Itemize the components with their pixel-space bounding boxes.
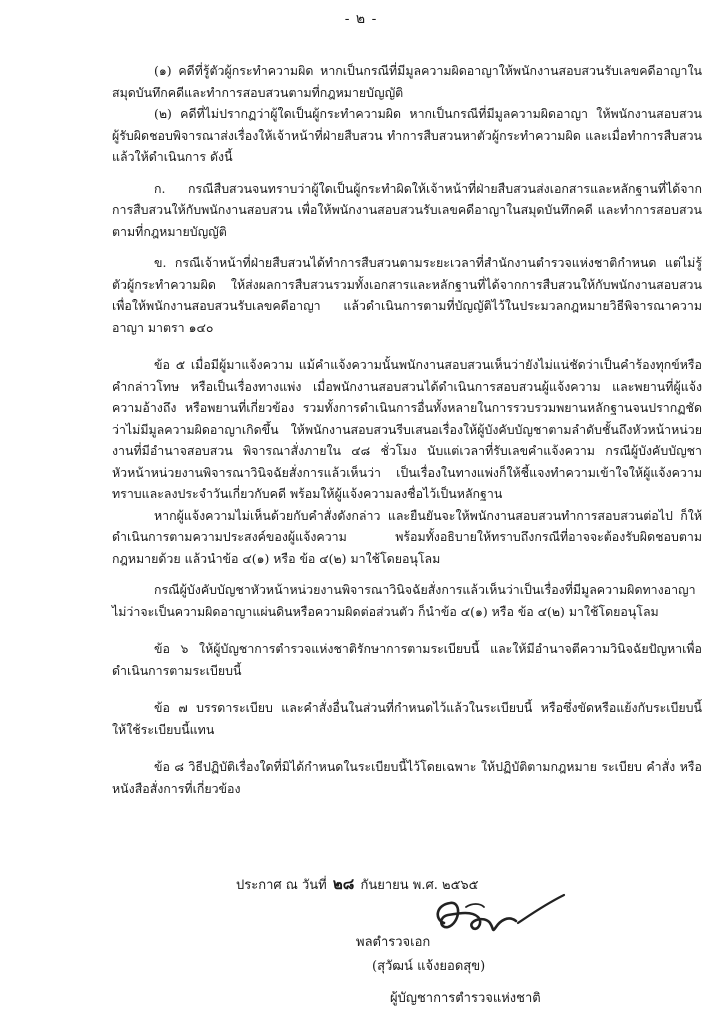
paragraph-2: (๒) คดีที่ไม่ปรากฏว่าผู้ใดเป็นผู้กระทำความผิด หากเป็นกรณีที่มีมูลความผิดอาญา ให้พนักงานสอบสวนผู้รับผิดชอบพิจารณาส่งเรื่องให้เจ้าหน้าที่ฝ่ายสืบสวน ทำการสืบสวนหาตัวผู้กระทำความผิด และเมื่อทำการสืบสวนแล้วให้ดำเนินการ ดังนี้: [112, 106, 702, 164]
paragraph-10: ข้อ ๘ วิธีปฏิบัติเรื่องใดที่มิได้กำหนดในระเบียบนี้ไว้โดยเฉพาะ ให้ปฏิบัติตามกฎหมาย ระเบียบ คำสั่ง หรือหนังสือสั่งการที่เกี่ยวข้อง: [112, 759, 702, 796]
paragraph-7: กรณีผู้บังคับบัญชาหัวหน้าหน่วยงานพิจารณาวินิจฉัยสั่งการแล้วเห็นว่าเป็นเรื่องที่มีมูลความผิดทางอาญา ไม่ว่าจะเป็นความผิดอาญาแผ่นดินหรือความผิดต่อส่วนตัว ก็นำข้อ ๔(๑) หรือ ข้อ ๔(๒) มาใช้โดยอนุโลม: [112, 582, 696, 619]
paragraph-5: ข้อ ๕ เมื่อมีผู้มาแจ้งความ แม้คำแจ้งความนั้นพนักงานสอบสวนเห็นว่ายังไม่แน่ชัดว่าเป็นคำร้องทุกข์หรือคำกล่าวโทษ หรือเป็นเรื่องทางแพ่ง เมื่อพนักงานสอบสวนได้ดำเนินการสอบสวนผู้แจ้งความ และพยานที่ผู้แจ้งความอ้างถึง หรือพยานที่เกี่ยวข้อง รวมทั้งการดำเนินการอื่นทั้งหลายในการรวบรวมพยานหลักฐานจนปรากฏชัดว่าไม่มีมูลความผิดอาญาเกิดขึ้น ให้พนักงานสอบสวนรีบเสนอเรื่องให้ผู้บังคับบัญชาตามลำดับชั้นถึงหัวหน้าหน่วยงานที่มีอำนาจสอบสวน พิจารณาสั่งภายใน ๔๘ ชั่วโมง นับแต่เวลาที่รับเลขคำแจ้งความ กรณีผู้บังคับบัญชาหัวหน้าหน่วยงานพิจารณาวินิจฉัยสั่งการแล้วเห็นว่า เป็นเรื่องในทางแพ่งก็ให้ชี้แจงทำความเข้าใจให้ผู้แจ้งความทราบและลงประจำวันเกี่ยวกับคดี พร้อมให้ผู้แจ้งความลงชื่อไว้เป็นหลักฐาน: [112, 357, 702, 501]
announcement-month-year: กันยายน พ.ศ. ๒๕๖๕: [360, 878, 479, 893]
signer-name: (สุวัฒน์ แจ้งยอดสุข): [372, 959, 486, 974]
signer-rank: พลตำรวจเอก: [356, 935, 431, 950]
paragraph-1: (๑) คดีที่รู้ตัวผู้กระทำความผิด หากเป็นกรณีที่มีมูลความผิดอาญาให้พนักงานสอบสวนรับเลขคดีอาญาในสมุดบันทึกคดีและทำการสอบสวนตามที่กฎหมายบัญญัติ: [112, 63, 702, 100]
paragraph-6: หากผู้แจ้งความไม่เห็นด้วยกับคำสั่งดังกล่าว และยืนยันจะให้พนักงานสอบสวนทำการสอบสวนต่อไป ก็ให้ดำเนินการตามความประสงค์ของผู้แจ้งความ พร้อมทั้งอธิบายให้ทราบถึงกรณีที่อาจจะต้องรับผิดชอบตามกฎหมายด้วย แล้วนำข้อ ๔(๑) หรือ ข้อ ๔(๒) มาใช้โดยอนุโลม: [112, 507, 702, 566]
paragraph-9: ข้อ ๗ บรรดาระเบียบ และคำสั่งอื่นในส่วนที่กำหนดไว้แล้วในระเบียบนี้ หรือซึ่งขัดหรือแย้งกับระเบียบนี้ ให้ใช้ระเบียบนี้แทน: [112, 700, 702, 737]
page-number: - ๒ -: [344, 11, 378, 27]
paragraph-8: ข้อ ๖ ให้ผู้บัญชาการตำรวจแห่งชาติรักษาการตามระเบียบนี้ และให้มีอำนาจตีความวินิจฉัยปัญหาเพื่อดำเนินการตามระเบียบนี้: [112, 641, 702, 678]
document-body: [112, 60, 702, 799]
handwritten-signature: [426, 893, 576, 941]
announcement-day: ๒๘: [332, 875, 355, 893]
announcement-prefix: ประกาศ ณ วันที่: [236, 878, 327, 893]
signer-position: ผู้บัญชาการตำรวจแห่งชาติ: [390, 991, 541, 1006]
paragraph-3: ก. กรณีสืบสวนจนทราบว่าผู้ใดเป็นผู้กระทำผิดให้เจ้าหน้าที่ฝ่ายสืบสวนส่งเอกสารและหลักฐานที่ได้จากการสืบสวนให้กับพนักงานสอบสวน เพื่อให้พนักงานสอบสวนรับเลขคดีอาญาในสมุดบันทึกคดี และทำการสอบสวนตามที่กฎหมายบัญญัติ: [112, 180, 702, 239]
paragraph-4: ข. กรณีเจ้าหน้าที่ฝ่ายสืบสวนได้ทำการสืบสวนตามระยะเวลาที่สำนักงานตำรวจแห่งชาติกำหนด แต่ไม่รู้ตัวผู้กระทำความผิด ให้ส่งผลการสืบสวนรวมทั้งเอกสารและหลักฐานที่ได้จากการสืบสวนให้กับพนักงานสอบสวน เพื่อให้พนักงานสอบสวนรับเลขคดีอาญา แล้วดำเนินการตามที่บัญญัติไว้ในประมวลกฎหมายวิธีพิจารณาความอาญา มาตรา ๑๔๐: [112, 255, 702, 335]
